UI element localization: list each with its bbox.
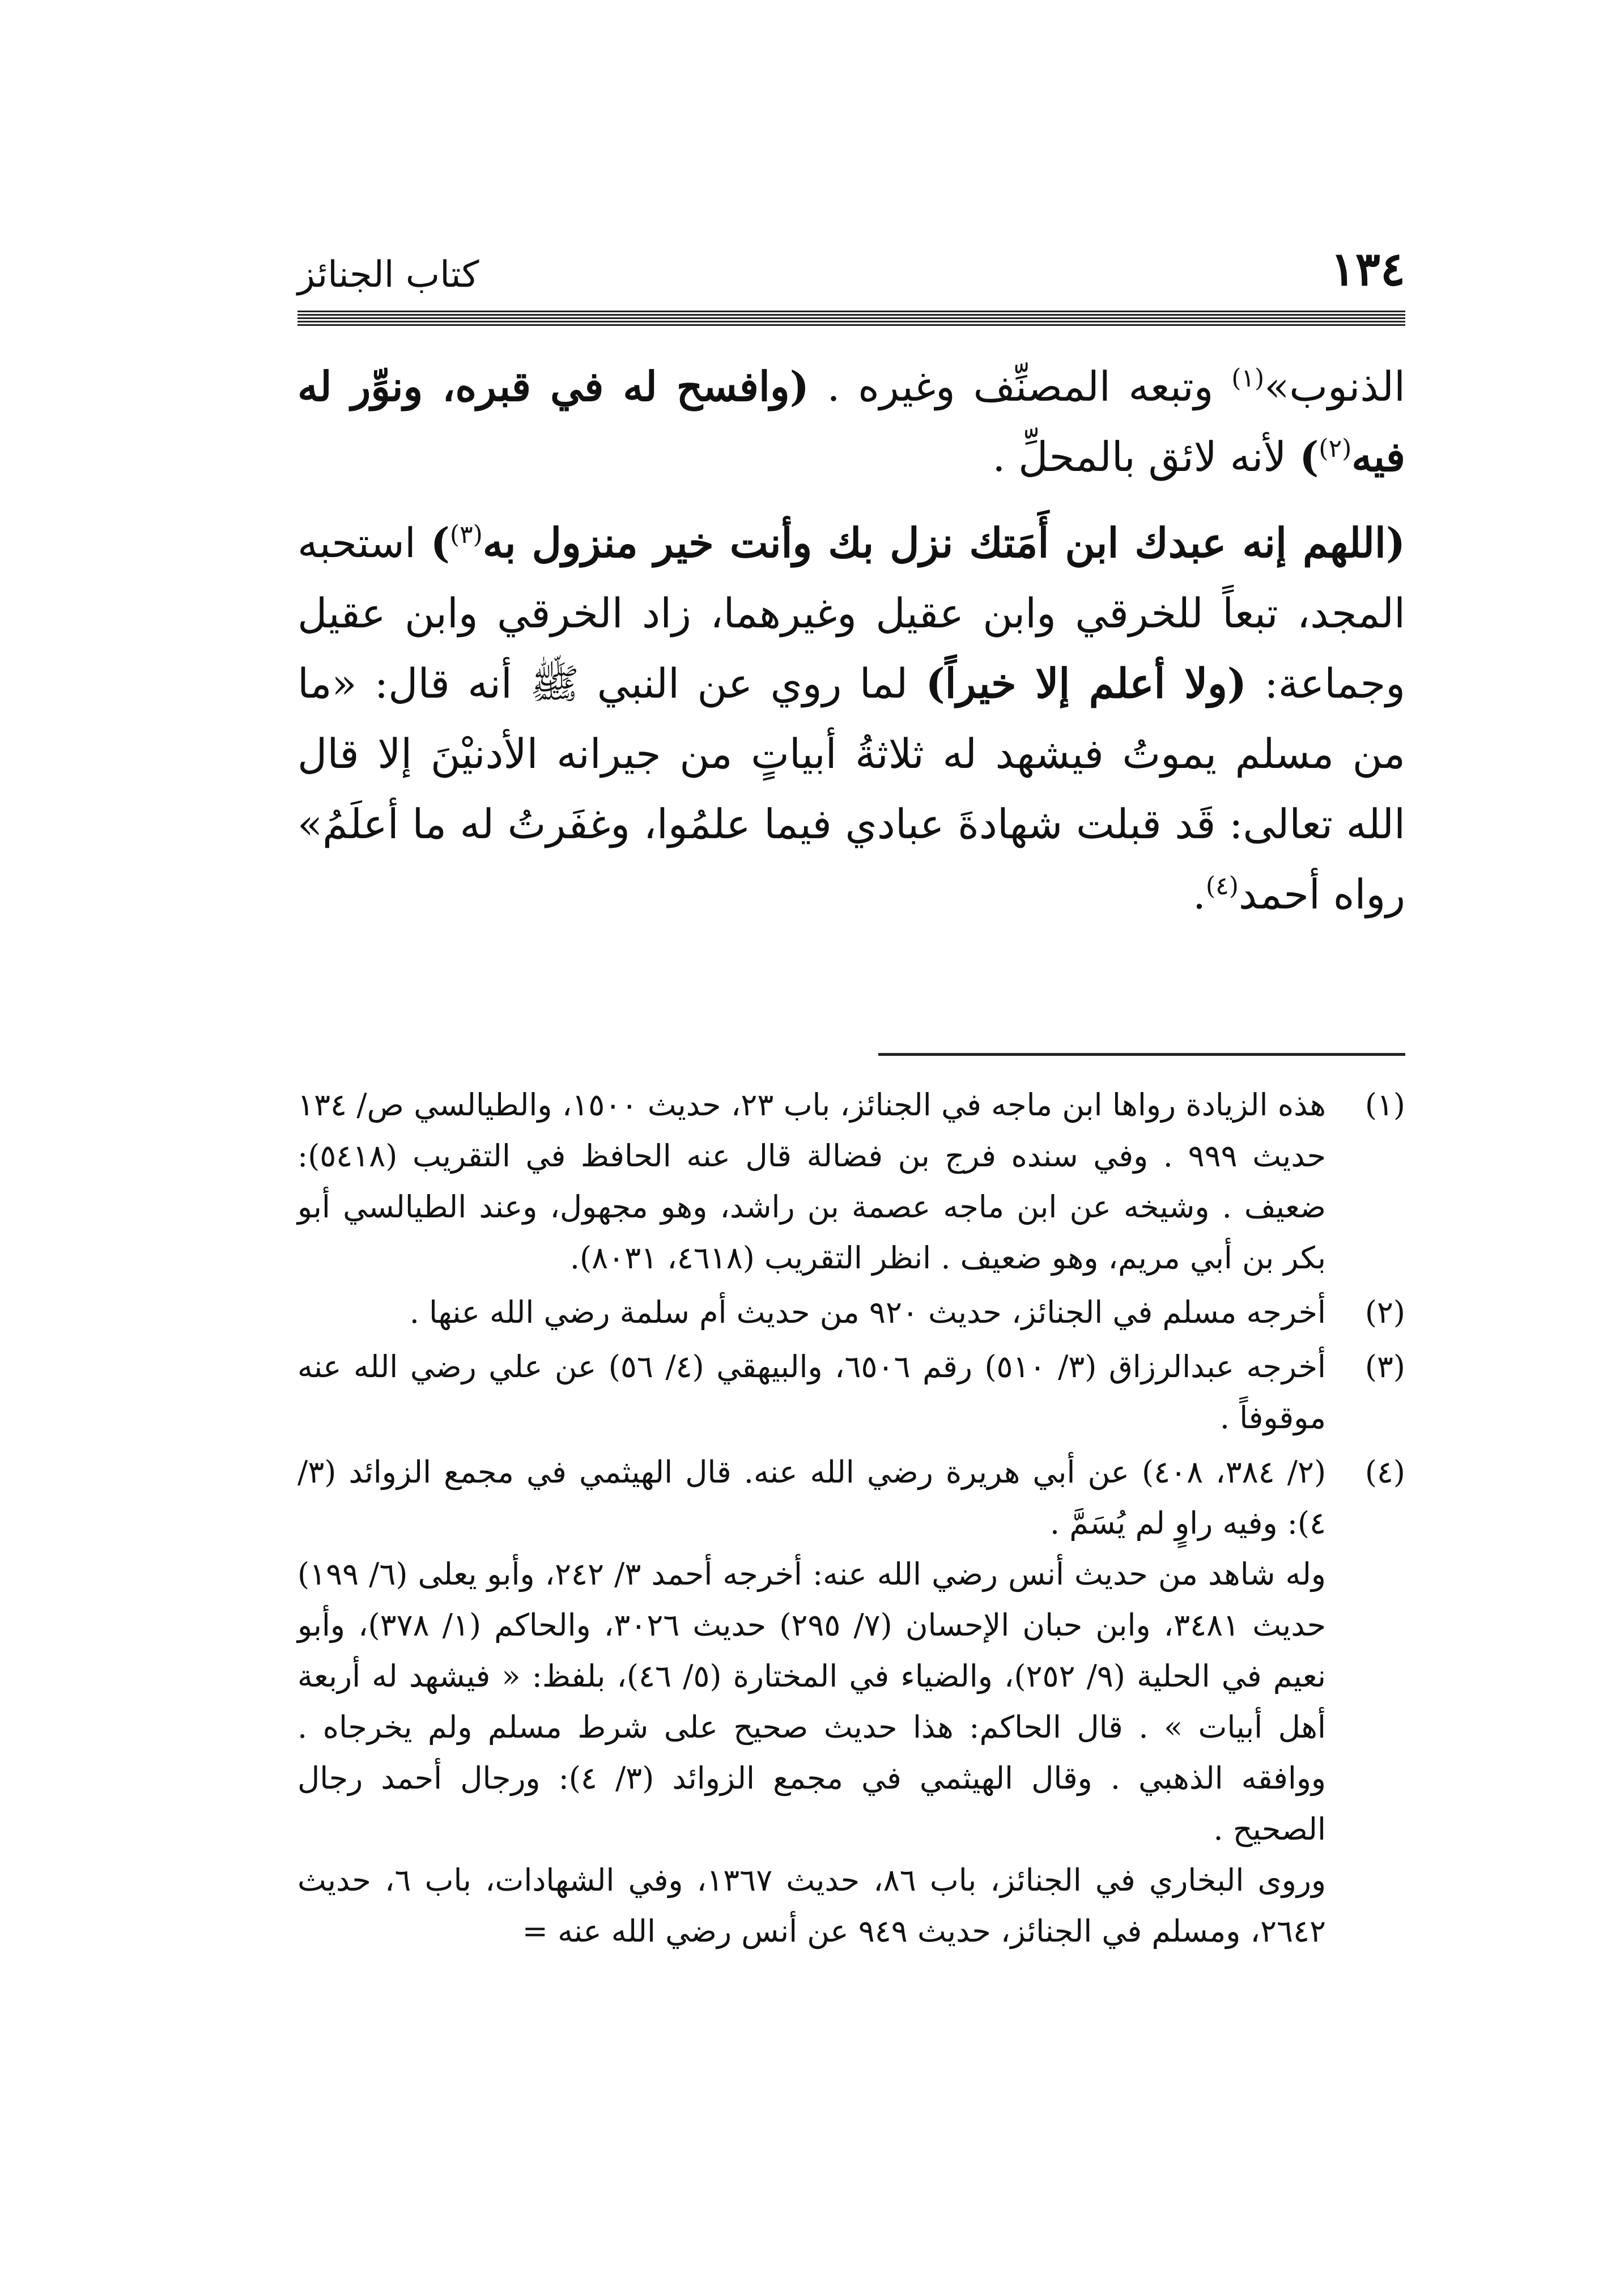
main-paragraph-1 xyxy=(297,351,1405,492)
footnote-ref-2: (٢) xyxy=(1319,434,1352,463)
header-rule xyxy=(297,311,1405,328)
footnote-text: أخرجه عبدالرزاق (٣/ ٥١٠) رقم ٦٥٠٦، والبيهقي (٤/ ٥٦) عن علي رضي الله عنه موقوفاً . xyxy=(297,1349,1327,1436)
footnote-separator xyxy=(878,1053,1405,1056)
book-title: كتاب الجنائز xyxy=(297,254,479,296)
bold-matn-close: ) xyxy=(1299,432,1319,481)
footnote-ref-1: (١) xyxy=(1231,364,1265,393)
footnote-marker: (٢) xyxy=(1364,1294,1405,1330)
footnotes xyxy=(297,1080,1405,1960)
footnote-2 xyxy=(297,1287,1405,1338)
footnote-marker: (٣) xyxy=(1364,1349,1405,1385)
text-segment: وتبعه المصنِّف وغيره . xyxy=(809,363,1232,410)
footnote-marker: (٤) xyxy=(1364,1454,1405,1490)
page-number: ١٣٤ xyxy=(1330,242,1405,296)
bold-matn-segment: (ولا أعلم إلا خيراً) xyxy=(925,659,1247,707)
footnote-text: أخرجه مسلم في الجنائز، حديث ٩٢٠ من حديث أم سلمة رضي الله عنها . xyxy=(409,1294,1326,1330)
running-header xyxy=(297,238,1405,306)
bold-matn-close: ) xyxy=(430,519,450,567)
text-segment: استحبه المجد، تبعاً للخرقي وابن عقيل وغيرهما، زاد الخرقي وابن عقيل وجماعة: xyxy=(297,519,1405,707)
footnote-3 xyxy=(297,1341,1405,1443)
text-segment: . xyxy=(1193,871,1206,918)
text-segment: لأنه لائق بالمحلِّ . xyxy=(992,433,1300,481)
bold-matn-segment: (وافسح له في قبره، ونوِّر له فيه xyxy=(297,362,1405,481)
text-segment: لما روي عن النبي ﷺ أنه قال: «ما من مسلم يموتُ فيشهد له ثلاثةُ أبياتٍ من جيرانه الأدنيْنَ إلا قال الله تعالى: قَد قبلت شهادةَ عبادي فيما علمُوا، وغفَرتُ له ما أعلَمُ» رواه أحمد xyxy=(297,660,1406,918)
footnote-1 xyxy=(297,1080,1405,1284)
footnote-marker: (١) xyxy=(1364,1087,1405,1123)
footnote-text: هذه الزيادة رواها ابن ماجه في الجنائز، باب ٢٣، حديث ١٥٠٠، والطيالسي ص/ ١٣٤ حديث ٩٩٩ . وفي سنده فرج بن فضالة قال عنه الحافظ في التقريب (٥٤١٨): ضعيف . وشيخه عن ابن ماجه عصمة بن راشد، وهو مجهول، وعند الطيالسي أبو بكر بن أبي مريم، وهو ضعيف . انظر التقريب (٤٦١٨، ٨٠٣١). xyxy=(297,1087,1327,1276)
footnote-4 xyxy=(297,1447,1405,1957)
main-paragraph-2 xyxy=(297,508,1405,929)
footnote-text: وله شاهد من حديث أنس رضي الله عنه: أخرجه أحمد ٣/ ٢٤٢، وأبو يعلى (٦/ ١٩٩) حديث ٣٤٨١، وابن حبان الإحسان (٧/ ٢٩٥) حديث ٣٠٢٦، والحاكم (١/ ٣٧٨)، وأبو نعيم في الحلية (٩/ ٢٥٢)، والضياء في المختارة (٥/ ٤٦)، بلفظ: « فيشهد له أربعة أهل أبيات » . قال الحاكم: هذا حديث صحيح على شرط مسلم ولم يخرجاه . ووافقه الذهبي . وقال الهيثمي في مجمع الزوائد (٣/ ٤): ورجال أحمد رجال الصحيح . xyxy=(297,1556,1327,1847)
footnote-ref-4: (٤) xyxy=(1205,872,1239,901)
main-text xyxy=(297,351,1405,945)
footnote-ref-3: (٣) xyxy=(449,520,483,549)
bold-matn-segment: (اللهم إنه عبدك ابن أَمَتك نزل بك وأنت خير منزول به xyxy=(482,519,1406,567)
footnote-text: (٢/ ٣٨٤، ٤٠٨) عن أبي هريرة رضي الله عنه. قال الهيثمي في مجمع الزوائد (٣/ ٤): وفيه راوٍ لم يُسَمَّ . xyxy=(297,1454,1327,1541)
text-segment: الذنوب» xyxy=(1264,363,1405,410)
footnote-text: وروى البخاري في الجنائز، باب ٨٦، حديث ١٣٦٧، وفي الشهادات، باب ٦، حديث ٢٦٤٢، ومسلم في الجنائز، حديث ٩٤٩ عن أنس رضي الله عنه = xyxy=(297,1862,1327,1949)
